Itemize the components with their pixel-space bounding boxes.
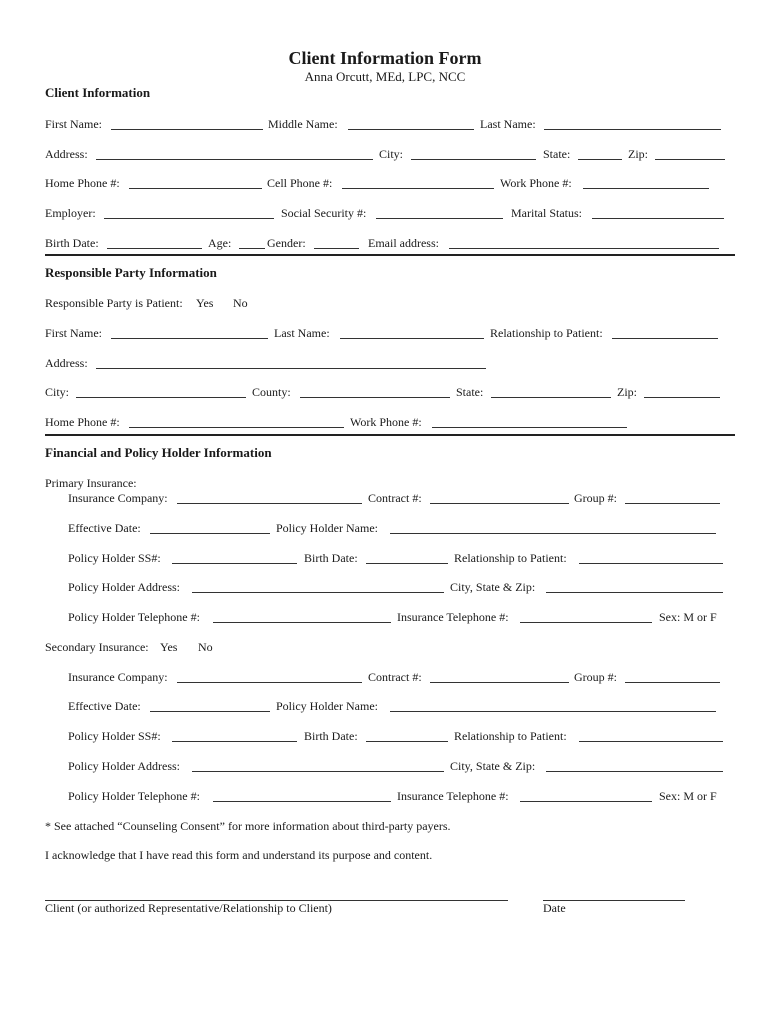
secondary-policy-holder-telephone-label: Policy Holder Telephone #: <box>68 789 200 803</box>
form-subtitle: Anna Orcutt, MEd, LPC, NCC <box>304 69 466 84</box>
primary-city-state-zip-label: City, State & Zip: <box>450 580 536 594</box>
primary-policy-holder-telephone-label: Policy Holder Telephone #: <box>68 610 200 624</box>
primary-insurance-company-label: Insurance Company: <box>68 491 168 505</box>
social-security-field[interactable] <box>376 206 503 219</box>
form-title: Client Information Form <box>288 48 482 68</box>
marital-status-field[interactable] <box>592 206 724 219</box>
section-divider <box>45 434 735 436</box>
primary-sex-option[interactable]: Sex: M or F <box>659 610 717 624</box>
home-phone-label: Home Phone #: <box>45 176 120 190</box>
primary-insurance-telephone-label: Insurance Telephone #: <box>397 610 509 624</box>
first-name-label: First Name: <box>45 117 102 131</box>
responsible-party-is-patient-label: Responsible Party is Patient: <box>45 296 183 310</box>
marital-status-label: Marital Status: <box>511 206 582 220</box>
primary-policy-holder-address-field[interactable] <box>192 580 444 593</box>
rp-last-name-label: Last Name: <box>274 326 330 340</box>
signature-date-label: Date <box>543 901 566 915</box>
rp-city-label: City: <box>45 385 70 399</box>
client-signature-field[interactable] <box>45 888 508 901</box>
secondary-policy-holder-address-label: Policy Holder Address: <box>68 759 180 773</box>
primary-policy-holder-ss-field[interactable] <box>172 551 297 564</box>
zip-label: Zip: <box>628 147 648 161</box>
rp-state-label: State: <box>456 385 484 399</box>
rp-zip-field[interactable] <box>644 385 720 398</box>
primary-contract-field[interactable] <box>430 491 569 504</box>
secondary-yes-option[interactable]: Yes <box>160 640 178 654</box>
last-name-label: Last Name: <box>480 117 536 131</box>
last-name-field[interactable] <box>544 117 721 130</box>
rp-county-label: County: <box>252 385 291 399</box>
rp-city-field[interactable] <box>76 385 246 398</box>
middle-name-label: Middle Name: <box>268 117 338 131</box>
secondary-group-label: Group #: <box>574 670 617 684</box>
age-field[interactable] <box>239 236 265 249</box>
consent-note: * See attached “Counseling Consent” for more information about third-party payers. <box>45 819 451 833</box>
rp-address-label: Address: <box>45 356 88 370</box>
work-phone-label: Work Phone #: <box>500 176 572 190</box>
primary-city-state-zip-field[interactable] <box>546 580 723 593</box>
rp-relationship-field[interactable] <box>612 326 718 339</box>
primary-relationship-label: Relationship to Patient: <box>454 551 567 565</box>
responsible-party-no-option[interactable]: No <box>233 296 248 310</box>
primary-contract-label: Contract #: <box>368 491 422 505</box>
primary-policy-holder-telephone-field[interactable] <box>213 610 391 623</box>
rp-work-phone-field[interactable] <box>432 415 627 428</box>
secondary-policy-holder-ss-field[interactable] <box>172 729 297 742</box>
primary-policy-holder-name-label: Policy Holder Name: <box>276 521 378 535</box>
primary-group-label: Group #: <box>574 491 617 505</box>
secondary-insurance-telephone-field[interactable] <box>520 789 652 802</box>
rp-state-field[interactable] <box>491 385 611 398</box>
rp-home-phone-label: Home Phone #: <box>45 415 120 429</box>
secondary-policy-holder-name-label: Policy Holder Name: <box>276 699 378 713</box>
middle-name-field[interactable] <box>348 117 474 130</box>
gender-field[interactable] <box>314 236 359 249</box>
secondary-contract-label: Contract #: <box>368 670 422 684</box>
cell-phone-label: Cell Phone #: <box>267 176 333 190</box>
birth-date-field[interactable] <box>107 236 202 249</box>
rp-zip-label: Zip: <box>617 385 637 399</box>
employer-label: Employer: <box>45 206 96 220</box>
rp-first-name-label: First Name: <box>45 326 102 340</box>
rp-address-field[interactable] <box>96 356 486 369</box>
primary-birth-date-field[interactable] <box>366 551 448 564</box>
section-divider <box>45 254 735 256</box>
secondary-policy-holder-telephone-field[interactable] <box>213 789 391 802</box>
cell-phone-field[interactable] <box>342 176 494 189</box>
email-field[interactable] <box>449 236 719 249</box>
secondary-contract-field[interactable] <box>430 670 569 683</box>
secondary-relationship-field[interactable] <box>579 729 723 742</box>
secondary-policy-holder-name-field[interactable] <box>390 699 716 712</box>
primary-insurance-telephone-field[interactable] <box>520 610 652 623</box>
rp-last-name-field[interactable] <box>340 326 484 339</box>
secondary-insurance-company-label: Insurance Company: <box>68 670 168 684</box>
client-information-heading: Client Information <box>45 85 151 100</box>
email-label: Email address: <box>368 236 439 250</box>
work-phone-field[interactable] <box>583 176 709 189</box>
city-field[interactable] <box>411 147 536 160</box>
secondary-policy-holder-ss-label: Policy Holder SS#: <box>68 729 161 743</box>
secondary-no-option[interactable]: No <box>198 640 213 654</box>
secondary-insurance-telephone-label: Insurance Telephone #: <box>397 789 509 803</box>
primary-insurance-label: Primary Insurance: <box>45 476 137 490</box>
primary-effective-date-label: Effective Date: <box>68 521 141 535</box>
birth-date-label: Birth Date: <box>45 236 99 250</box>
secondary-group-field[interactable] <box>625 670 720 683</box>
zip-field[interactable] <box>655 147 725 160</box>
employer-field[interactable] <box>104 206 274 219</box>
financial-heading: Financial and Policy Holder Information <box>45 445 272 460</box>
rp-first-name-field[interactable] <box>111 326 268 339</box>
secondary-city-state-zip-label: City, State & Zip: <box>450 759 536 773</box>
primary-group-field[interactable] <box>625 491 720 504</box>
secondary-insurance-label: Secondary Insurance: <box>45 640 149 654</box>
secondary-policy-holder-address-field[interactable] <box>192 759 444 772</box>
age-label: Age: <box>208 236 232 250</box>
primary-insurance-company-field[interactable] <box>177 491 362 504</box>
rp-county-field[interactable] <box>300 385 450 398</box>
address-field[interactable] <box>96 147 373 160</box>
primary-policy-holder-name-field[interactable] <box>390 521 716 534</box>
acknowledge-statement: I acknowledge that I have read this form and understand its purpose and content. <box>45 848 433 862</box>
rp-home-phone-field[interactable] <box>129 415 344 428</box>
address-label: Address: <box>45 147 88 161</box>
secondary-birth-date-label: Birth Date: <box>304 729 358 743</box>
secondary-insurance-company-field[interactable] <box>177 670 362 683</box>
home-phone-field[interactable] <box>129 176 262 189</box>
social-security-label: Social Security #: <box>281 206 367 220</box>
secondary-effective-date-field[interactable] <box>150 699 270 712</box>
responsible-party-heading: Responsible Party Information <box>45 265 217 280</box>
city-label: City: <box>379 147 404 161</box>
primary-policy-holder-ss-label: Policy Holder SS#: <box>68 551 161 565</box>
rp-work-phone-label: Work Phone #: <box>350 415 422 429</box>
primary-relationship-field[interactable] <box>579 551 723 564</box>
responsible-party-yes-option[interactable]: Yes <box>196 296 214 310</box>
first-name-field[interactable] <box>111 117 263 130</box>
gender-label: Gender: <box>267 236 306 250</box>
secondary-sex-option[interactable]: Sex: M or F <box>659 789 717 803</box>
secondary-relationship-label: Relationship to Patient: <box>454 729 567 743</box>
primary-policy-holder-address-label: Policy Holder Address: <box>68 580 180 594</box>
primary-birth-date-label: Birth Date: <box>304 551 358 565</box>
state-label: State: <box>543 147 571 161</box>
primary-effective-date-field[interactable] <box>150 521 270 534</box>
client-signature-label: Client (or authorized Representative/Relationship to Client) <box>45 901 332 915</box>
secondary-birth-date-field[interactable] <box>366 729 448 742</box>
rp-relationship-label: Relationship to Patient: <box>490 326 603 340</box>
state-field[interactable] <box>578 147 622 160</box>
signature-date-field[interactable] <box>543 888 685 901</box>
secondary-city-state-zip-field[interactable] <box>546 759 723 772</box>
secondary-effective-date-label: Effective Date: <box>68 699 141 713</box>
